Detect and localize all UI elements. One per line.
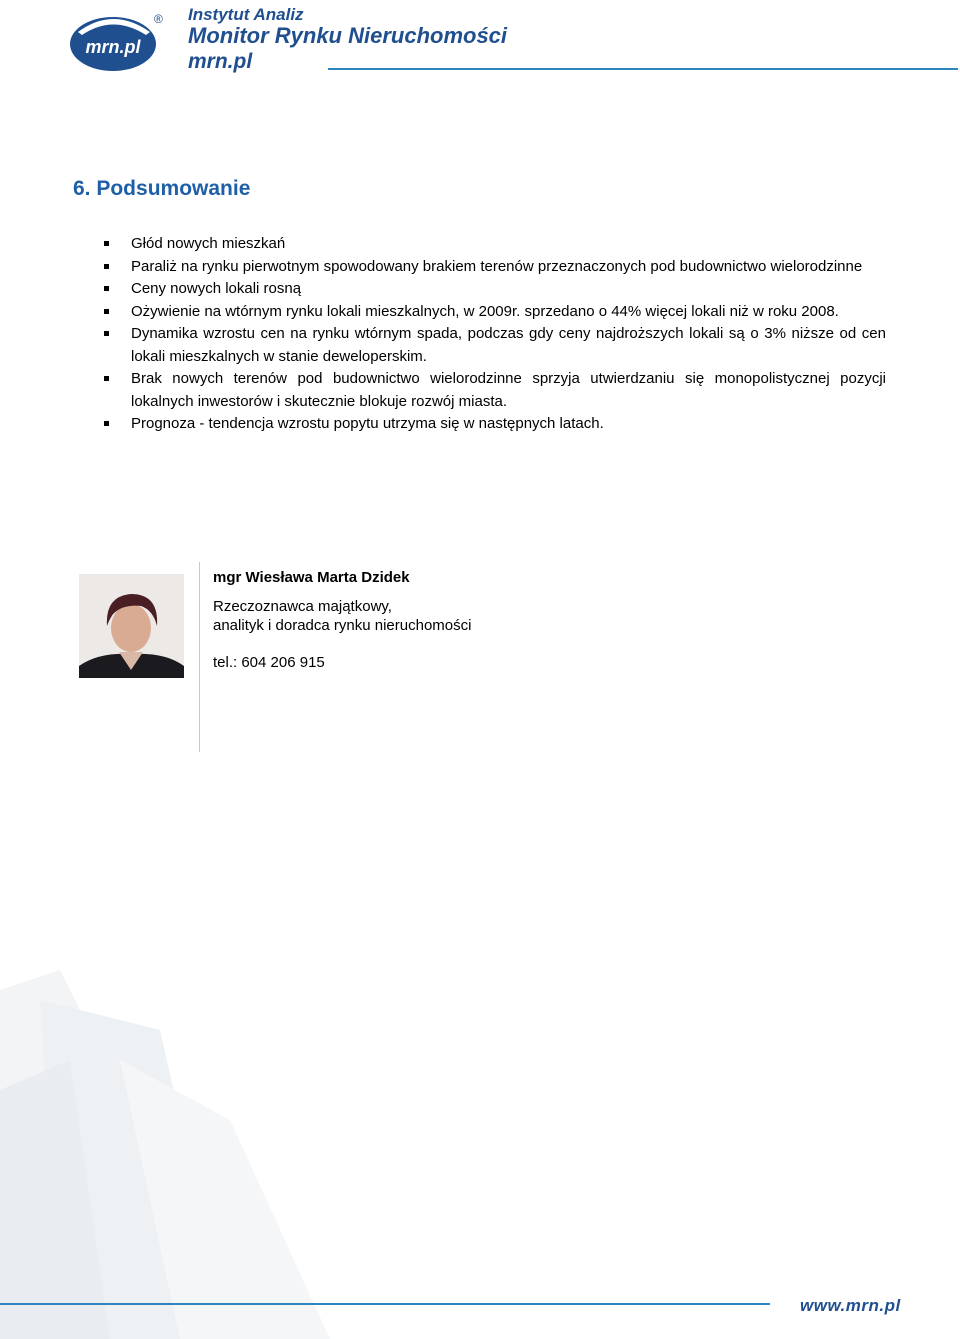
summary-list [104,233,886,436]
list-item-text: Głód nowych mieszkań [131,235,286,252]
author-role-line2: analityk i doradca rynku nieruchomości [213,617,472,634]
logo-wordmark [188,6,507,75]
footer-divider [0,1303,770,1305]
logo-badge-text: mrn.pl [85,37,141,57]
list-item [104,323,886,368]
bullet-square-icon [104,264,109,269]
list-item [104,368,886,413]
logo-line-domain: mrn.pl [188,50,253,73]
author-name: mgr Wiesława Marta Dzidek [213,569,410,586]
section-title: 6. Podsumowanie [73,177,251,200]
list-item [104,233,886,256]
author-photo [79,574,184,678]
list-item-text: Paraliż na rynku pierwotnym spowodowany brakiem terenów przeznaczonych pod budownictwo wielorodzinne [131,257,863,275]
author-role-line1: Rzeczoznawca majątkowy, [213,598,392,615]
author-phone: tel.: 604 206 915 [213,654,325,671]
list-item-text: Ceny nowych lokali rosną [131,280,302,297]
header-divider [328,68,958,70]
footer-url: www.mrn.pl [800,1296,901,1315]
list-item [104,256,886,279]
list-item-text: Ożywienie na wtórnym rynku lokali mieszkalnych, w 2009r. sprzedano o 44% więcej lokali niż w roku 2008. [131,302,839,320]
bullet-square-icon [104,241,109,246]
bullet-square-icon [104,309,109,314]
mrn-logo-icon [68,12,158,72]
logo-line-monitor: Monitor Rynku Nieruchomości [188,23,508,48]
logo-line-institute: Instytut Analiz [188,5,304,24]
list-item-text: Prognoza - tendencja wzrostu popytu utrzyma się w następnych latach. [131,415,604,432]
skyline-watermark-icon [0,970,330,1339]
list-item-text: Brak nowych terenów pod budownictwo wielorodzinne sprzyja utwierdzaniu się monopolistycznej pozycji lokalnych inwestorów i skutecznie blokuje rozwój miasta. [131,370,886,410]
list-item [104,278,886,301]
bullet-square-icon [104,376,109,381]
registered-mark: ® [154,12,163,26]
bullet-square-icon [104,421,109,426]
list-item-text: Dynamika wzrostu cen na rynku wtórnym spada, podczas gdy ceny najdroższych lokali są o 3% niższe od cen lokali mieszkalnych w stanie deweloperskim. [131,325,886,365]
author-divider [199,562,200,752]
bullet-square-icon [104,331,109,336]
bullet-square-icon [104,286,109,291]
list-item [104,413,886,436]
list-item [104,301,886,324]
